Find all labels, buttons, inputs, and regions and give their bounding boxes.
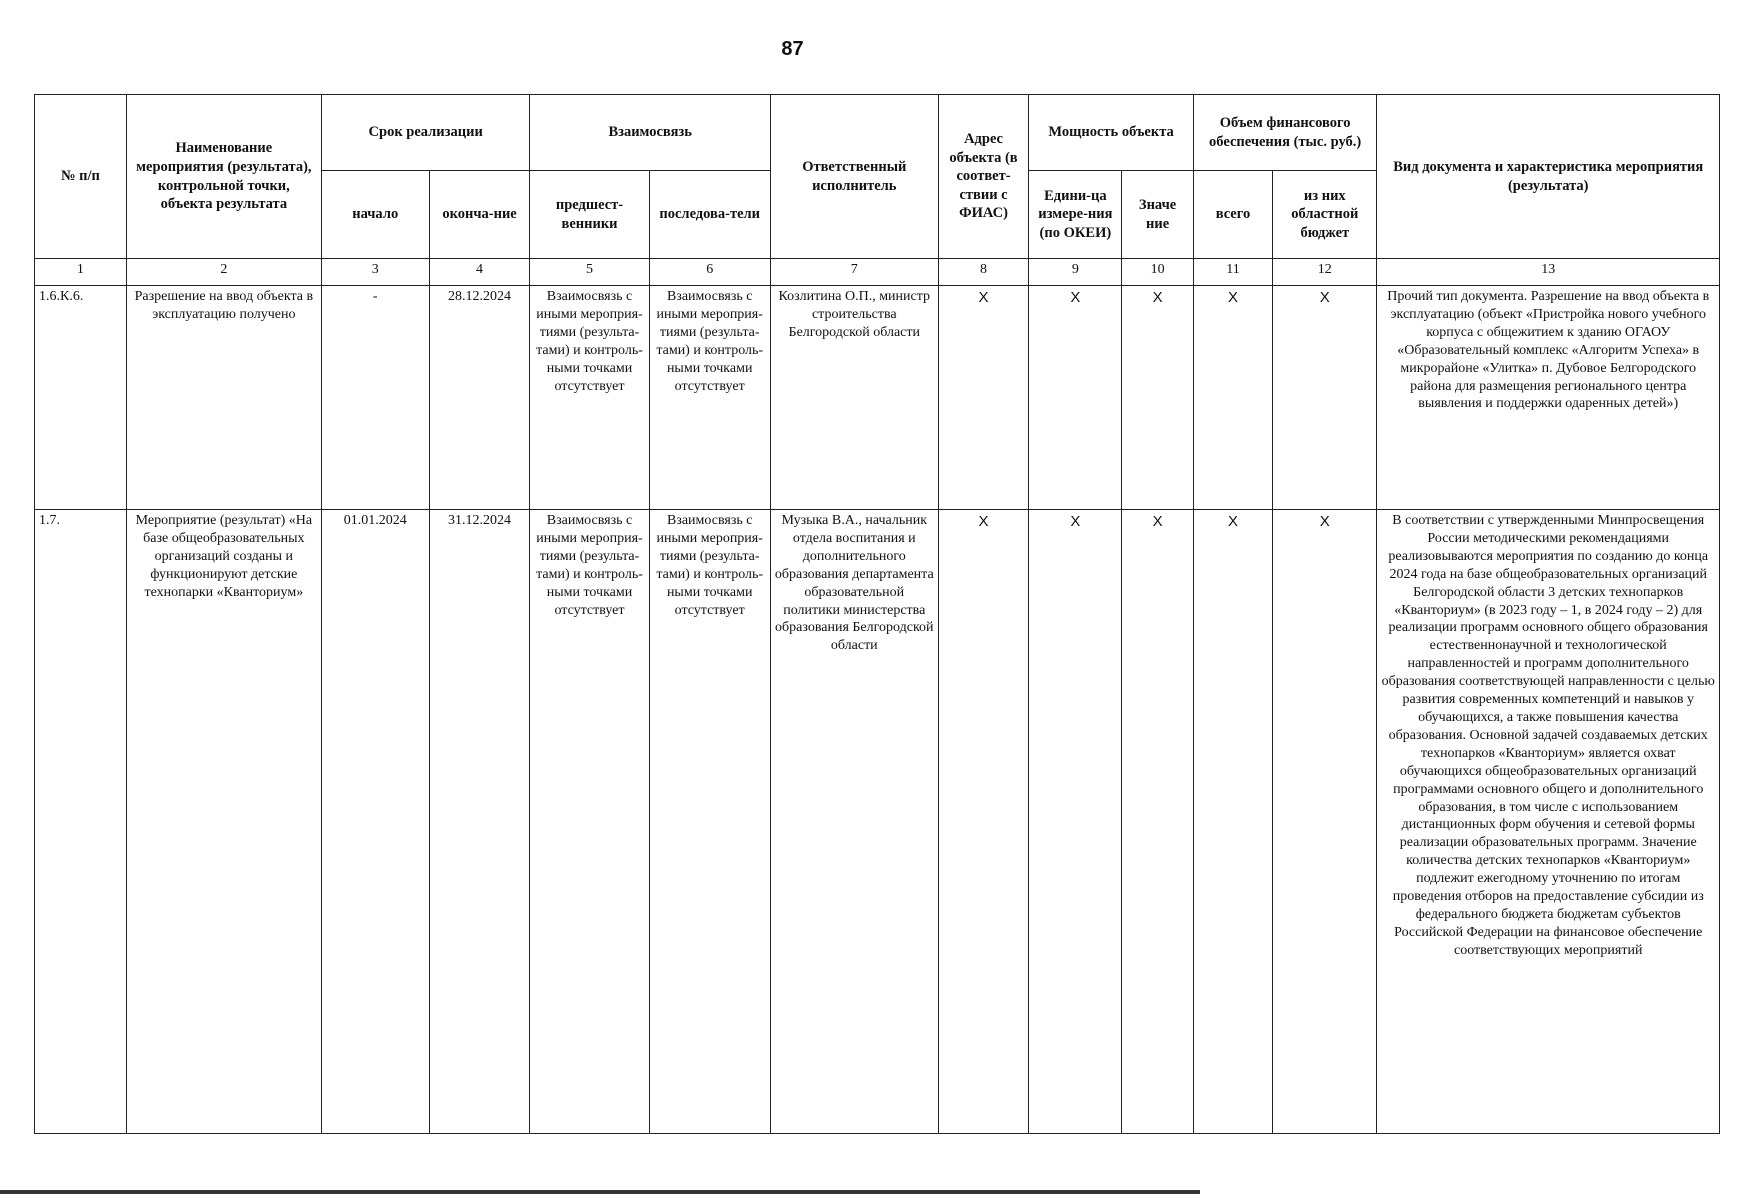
address-mark: Х (938, 286, 1029, 510)
header-finance-total: всего (1193, 171, 1272, 259)
activity-table (34, 94, 1720, 1134)
activity-name: Разрешение на ввод объекта в эксплуатацию получено (126, 286, 321, 510)
successors: Взаимосвязь с иными мероприя-тиями (результа-тами) и контроль-ными точками отсутствует (649, 286, 770, 510)
table-row (35, 510, 1720, 1134)
responsible-person: Музыка В.А., начальник отдела воспитания и дополнительного образования департамента образовательной политики министерства образования Белгородской области (770, 510, 938, 1134)
column-number: 1 (35, 259, 127, 286)
column-number: 7 (770, 259, 938, 286)
header-responsible: Ответственный исполнитель (770, 95, 938, 259)
table-row (35, 286, 1720, 510)
header-capacity-unit: Едини-ца измере-ния (по ОКЕИ) (1029, 171, 1122, 259)
activity-description: В соответствии с утвержденными Минпросвещения России методическими рекомендациями реализовываются мероприятия по созданию до конца 2024 года на базе общеобразовательных организаций Белгородской области 3 детских технопарков «Кванториум» (в 2023 году – 1, в 2024 году – 2) для реализации программ основного общего образования естественнонаучной и технологической направленностей и программ дополнительного образования соответствующей направленности с целью развития современных компетенций и навыков у обучающихся, а также повышения качества образования. Основной задачей создаваемых детских технопарков «Кванториум» является охват обучающихся общеобразовательных организаций программами основного общего и дополнительного образования, в том числе с использованием дистанционных форм обучения и сетевой формы реализации образовательных программ. Значение количества детских технопарков «Кванториум» подлежит ежегодному уточнению по итогам проведения отборов на предоставление субсидии из федерального бюджета бюджетам субъектов Российской Федерации на финансовое обеспечение соответствующих мероприятий (1377, 510, 1720, 1134)
column-number: 8 (938, 259, 1029, 286)
header-period: Срок реализации (321, 95, 530, 171)
header-period-end: оконча-ние (429, 171, 530, 259)
column-number: 5 (530, 259, 649, 286)
address-mark: Х (938, 510, 1029, 1134)
row-number: 1.7. (35, 510, 127, 1134)
header-period-start: начало (321, 171, 429, 259)
activity-description: Прочий тип документа. Разрешение на ввод объекта в эксплуатацию (объект «Пристройка нового учебного корпуса с общежитием к зданию ОГАОУ «Образовательный комплекс «Алгоритм Успеха» в микрорайоне «Улитка» п. Дубовое Белгородского района для размещения регионального центра выявления и поддержки одаренных детей») (1377, 286, 1720, 510)
header-activity-name: Наименование мероприятия (результата), контрольной точки, объекта результата (126, 95, 321, 259)
value-mark: Х (1122, 286, 1193, 510)
header-relation-prev: предшест-венники (530, 171, 649, 259)
header-relation: Взаимосвязь (530, 95, 770, 171)
finance-total-mark: Х (1193, 286, 1272, 510)
header-number: № п/п (35, 95, 127, 259)
start-date: 01.01.2024 (321, 510, 429, 1134)
header-finance-regional: из них областной бюджет (1273, 171, 1377, 259)
column-number: 9 (1029, 259, 1122, 286)
finance-regional-mark: Х (1273, 510, 1377, 1134)
header-doc-type: Вид документа и характеристика мероприятия (результата) (1377, 95, 1720, 259)
predecessors: Взаимосвязь с иными мероприя-тиями (результа-тами) и контроль-ными точками отсутствует (530, 510, 649, 1134)
column-number: 10 (1122, 259, 1193, 286)
value-mark: Х (1122, 510, 1193, 1134)
scan-edge-rule (0, 1190, 1200, 1194)
header-capacity-value: Значе ние (1122, 171, 1193, 259)
unit-mark: Х (1029, 286, 1122, 510)
successors: Взаимосвязь с иными мероприя-тиями (результа-тами) и контроль-ными точками отсутствует (649, 510, 770, 1134)
end-date: 28.12.2024 (429, 286, 530, 510)
responsible-person: Козлитина О.П., министр строительства Белгородской области (770, 286, 938, 510)
row-number: 1.6.К.6. (35, 286, 127, 510)
column-number: 13 (1377, 259, 1720, 286)
column-number: 4 (429, 259, 530, 286)
page-number: 87 (781, 38, 804, 60)
column-numbers-row (35, 259, 1720, 286)
finance-regional-mark: Х (1273, 286, 1377, 510)
header-finance: Объем финансового обеспечения (тыс. руб.) (1193, 95, 1377, 171)
column-number: 2 (126, 259, 321, 286)
header-address: Адрес объекта (в соответ-ствии с ФИАС) (938, 95, 1029, 259)
header-relation-next: последова-тели (649, 171, 770, 259)
finance-total-mark: Х (1193, 510, 1272, 1134)
predecessors: Взаимосвязь с иными мероприя-тиями (результа-тами) и контроль-ными точками отсутствует (530, 286, 649, 510)
start-date: - (321, 286, 429, 510)
activity-name: Мероприятие (результат) «На базе общеобразовательных организаций созданы и функционируют детские технопарки «Кванториум» (126, 510, 321, 1134)
end-date: 31.12.2024 (429, 510, 530, 1134)
header-capacity: Мощность объекта (1029, 95, 1193, 171)
column-number: 11 (1193, 259, 1272, 286)
unit-mark: Х (1029, 510, 1122, 1134)
column-number: 12 (1273, 259, 1377, 286)
column-number: 6 (649, 259, 770, 286)
column-number: 3 (321, 259, 429, 286)
